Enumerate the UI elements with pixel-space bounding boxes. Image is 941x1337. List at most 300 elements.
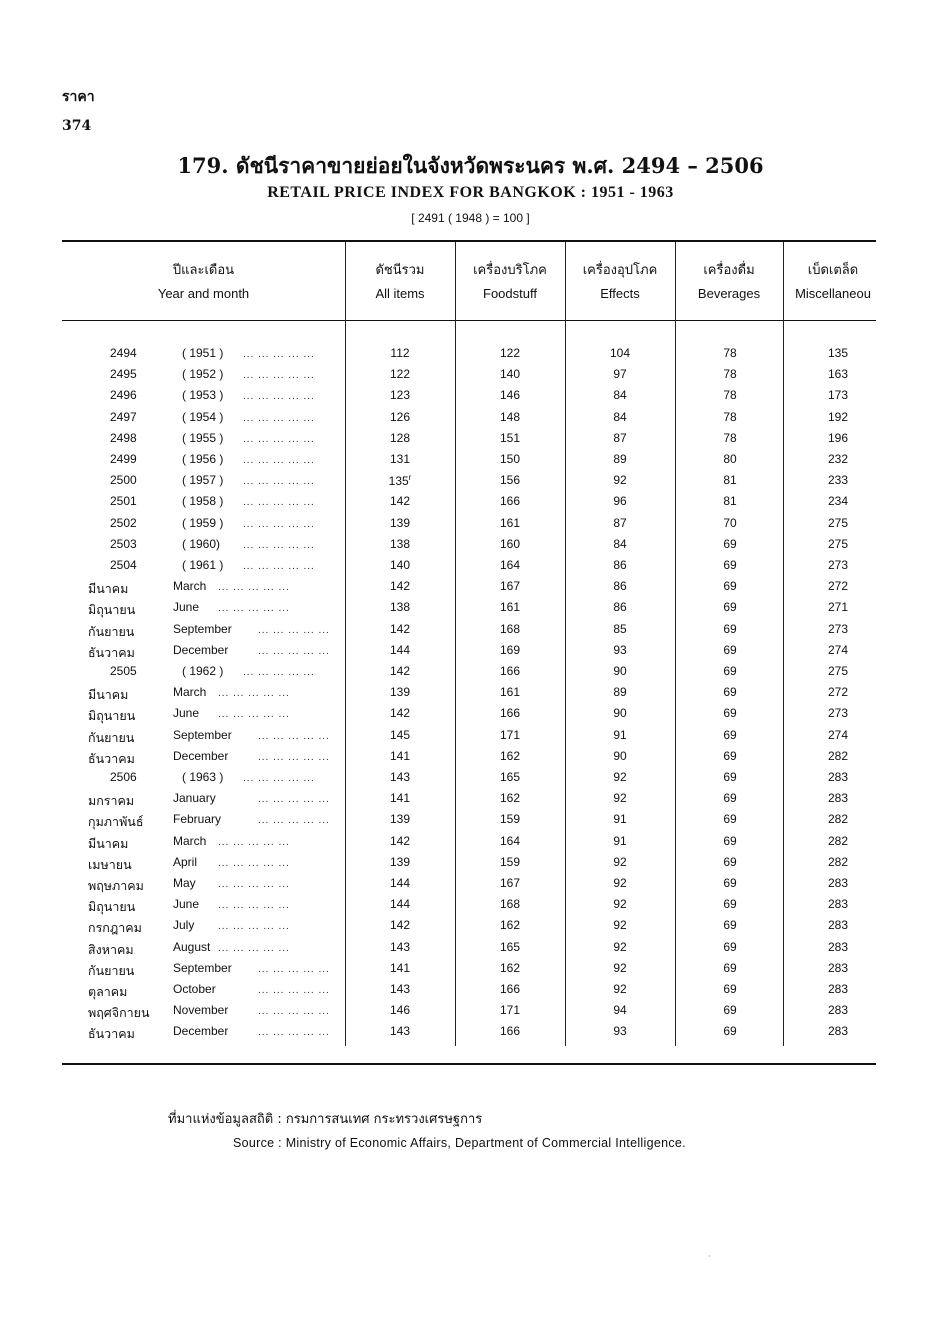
table-bottom-rule (62, 1063, 876, 1065)
dot-leader: ... ... ... ... ... (218, 688, 290, 700)
value-miscellaneous: 282 (827, 748, 849, 763)
year-gregorian: ( 1961 ) (182, 558, 224, 572)
value-foodstuff: 162 (499, 918, 521, 933)
value-all-items: 140 (389, 558, 411, 572)
value-beverages: 69 (723, 621, 737, 636)
value-beverages: 69 (723, 1003, 737, 1018)
column-header-effects (565, 258, 675, 306)
month-thai: ธันวาคม (88, 645, 135, 660)
value-effects: 91 (613, 727, 627, 742)
table-row (0, 470, 941, 491)
value-beverages: 81 (723, 473, 737, 488)
table-row (0, 915, 941, 936)
value-beverages: 69 (723, 706, 737, 721)
table-row (0, 661, 941, 682)
value-miscellaneous: 273 (827, 558, 849, 572)
value-miscellaneous: 232 (827, 452, 849, 466)
year-gregorian: ( 1951 ) (182, 346, 224, 360)
year-buddhist: 2495 (110, 367, 137, 382)
value-all-items: 138 (389, 536, 411, 551)
year-buddhist: 2498 (110, 430, 137, 445)
value-miscellaneous: 135 (827, 346, 849, 360)
value-effects: 92 (613, 918, 627, 933)
year-gregorian: ( 1952 ) (182, 367, 224, 382)
dot-leader: ... ... ... ... ... (243, 455, 315, 466)
dot-leader: ... ... ... ... ... (258, 624, 330, 636)
value-beverages: 69 (723, 664, 737, 678)
value-all-items: 143 (389, 770, 411, 784)
header-bottom-rule (62, 320, 876, 321)
table-row (0, 619, 941, 640)
value-beverages: 69 (723, 918, 737, 933)
value-beverages: 69 (723, 770, 737, 784)
dot-leader: ... ... ... ... ... (243, 370, 315, 382)
month-thai: มีนาคม (88, 836, 129, 851)
table-row (0, 767, 941, 788)
revised-note: r (408, 473, 412, 483)
month-english: December (173, 748, 229, 763)
value-beverages: 69 (723, 727, 737, 742)
month-thai: กันยายน (88, 963, 135, 978)
year-gregorian: ( 1953 ) (182, 388, 224, 403)
value-effects: 89 (613, 452, 627, 466)
dot-leader: ... ... ... ... ... (218, 603, 290, 615)
month-english: March (173, 579, 207, 594)
dot-leader: ... ... ... ... ... (243, 539, 315, 551)
dot-leader: ... ... ... ... ... (243, 349, 315, 360)
value-foodstuff: 159 (499, 854, 521, 869)
value-miscellaneous: 274 (827, 727, 849, 742)
value-foodstuff: 168 (499, 621, 521, 636)
section-label: ราคา (62, 89, 95, 105)
value-beverages: 78 (723, 367, 737, 382)
value-miscellaneous: 283 (827, 770, 849, 784)
value-miscellaneous: 192 (827, 409, 849, 424)
value-miscellaneous: 283 (827, 918, 849, 933)
table-row (0, 343, 941, 364)
month-english: June (173, 600, 200, 615)
table-row (0, 385, 941, 406)
table-row (0, 597, 941, 618)
column-header-miscellaneous (783, 258, 883, 306)
table-row (0, 513, 941, 534)
year-buddhist: 2499 (110, 452, 137, 466)
value-beverages: 69 (723, 558, 737, 572)
dot-leader: ... ... ... ... ... (258, 1006, 330, 1018)
value-miscellaneous: 283 (827, 1024, 849, 1039)
month-thai: กันยายน (88, 624, 135, 639)
value-miscellaneous: 283 (827, 939, 849, 954)
value-miscellaneous: 273 (827, 706, 849, 721)
year-gregorian: ( 1954 ) (182, 409, 224, 424)
value-miscellaneous: 196 (827, 430, 849, 445)
table-row (0, 937, 941, 958)
table-row (0, 555, 941, 576)
month-thai: พฤษภาคม (88, 879, 144, 893)
value-effects: 92 (613, 982, 627, 996)
year-buddhist: 2506 (110, 770, 137, 784)
table-row (0, 831, 941, 852)
value-all-items: 142 (389, 918, 411, 933)
value-foodstuff: 164 (499, 558, 521, 572)
dot-leader: ... ... ... ... ... (218, 942, 290, 954)
value-effects: 84 (613, 409, 627, 424)
dot-leader: ... ... ... ... ... (218, 879, 290, 890)
value-all-items: 142 (389, 706, 411, 721)
stray-mark: · (708, 1252, 711, 1261)
table-row (0, 1021, 941, 1042)
value-all-items: 144 (389, 876, 411, 890)
column-header-english: Miscellaneou (795, 286, 871, 301)
year-gregorian: ( 1958 ) (182, 494, 224, 509)
value-all-items: 143 (389, 1024, 411, 1039)
value-beverages: 78 (723, 430, 737, 445)
table-row (0, 428, 941, 449)
year-buddhist: 2504 (110, 558, 137, 572)
value-effects: 97 (613, 367, 627, 382)
value-foodstuff: 161 (499, 685, 521, 700)
value-miscellaneous: 173 (827, 388, 849, 403)
value-miscellaneous: 283 (827, 791, 849, 806)
month-thai: มีนาคม (88, 688, 129, 703)
table-row (0, 788, 941, 809)
value-all-items: 143 (389, 982, 411, 996)
value-miscellaneous: 233 (827, 473, 849, 488)
month-english: June (173, 897, 200, 912)
table-row (0, 364, 941, 385)
table-row (0, 809, 941, 830)
dot-leader: ... ... ... ... ... (243, 433, 315, 445)
value-foodstuff: 171 (499, 1003, 521, 1018)
value-all-items: 123 (389, 388, 411, 403)
month-english: September (173, 727, 232, 742)
value-effects: 92 (613, 960, 627, 975)
value-foodstuff: 164 (499, 833, 521, 848)
column-header-beverages (675, 258, 783, 306)
dot-leader: ... ... ... ... ... (258, 985, 330, 996)
value-effects: 91 (613, 833, 627, 848)
table-row (0, 894, 941, 915)
value-foodstuff: 166 (499, 664, 521, 678)
table-row (0, 534, 941, 555)
value-foodstuff: 169 (499, 642, 521, 657)
source-note-english: Source : Ministry of Economic Affairs, Department of Commercial Intelligence. (233, 1136, 686, 1150)
value-beverages: 69 (723, 982, 737, 996)
month-english: July (173, 918, 195, 933)
year-buddhist: 2496 (110, 388, 137, 403)
value-effects: 94 (613, 1003, 627, 1018)
column-header-english: Foodstuff (483, 286, 537, 301)
month-thai: กรกฎาคม (88, 921, 142, 936)
month-english: January (173, 791, 216, 806)
table-row (0, 746, 941, 767)
table-row (0, 852, 941, 873)
table-row (0, 407, 941, 428)
column-header-english: Year and month (157, 286, 250, 301)
value-foodstuff: 162 (499, 791, 521, 806)
value-miscellaneous: 283 (827, 960, 849, 975)
value-miscellaneous: 282 (827, 833, 849, 848)
value-effects: 84 (613, 388, 627, 403)
month-thai: กันยายน (88, 730, 135, 745)
column-header-thai: เบ็ดเตล็ด (807, 262, 859, 277)
value-all-items: 141 (389, 748, 411, 763)
value-foodstuff: 148 (499, 409, 521, 424)
dot-leader: ... ... ... ... ... (218, 836, 290, 848)
value-foodstuff: 167 (499, 579, 521, 594)
value-miscellaneous: 282 (827, 812, 849, 827)
value-all-items: 142 (389, 664, 411, 678)
value-beverages: 69 (723, 536, 737, 551)
value-all-items: 144 (389, 897, 411, 912)
year-buddhist: 2503 (110, 536, 137, 551)
value-effects: 92 (613, 473, 627, 488)
month-thai: มีนาคม (88, 582, 129, 597)
year-gregorian: ( 1956 ) (182, 452, 224, 466)
month-thai: กุมภาพันธ์ (88, 815, 144, 830)
month-thai: มิถุนายน (88, 709, 136, 724)
value-miscellaneous: 282 (827, 854, 849, 869)
value-beverages: 78 (723, 409, 737, 424)
value-miscellaneous: 274 (827, 642, 849, 657)
table-row (0, 1000, 941, 1021)
month-thai: มกราคม (88, 794, 135, 809)
year-gregorian: ( 1957 ) (182, 473, 224, 488)
value-foodstuff: 146 (499, 388, 521, 403)
month-english: April (173, 854, 198, 869)
value-beverages: 69 (723, 600, 737, 615)
page-number: 374 (62, 118, 92, 134)
value-beverages: 69 (723, 939, 737, 954)
value-all-items: 138 (389, 600, 411, 615)
month-thai: มิถุนายน (88, 900, 136, 915)
table-row (0, 640, 941, 661)
value-effects: 87 (613, 515, 627, 530)
column-header-english: Effects (600, 286, 640, 301)
dot-leader: ... ... ... ... ... (243, 518, 315, 530)
dot-leader: ... ... ... ... ... (258, 1027, 330, 1039)
value-foodstuff: 160 (499, 536, 521, 551)
value-foodstuff: 162 (499, 748, 521, 763)
value-foodstuff: 161 (499, 600, 521, 615)
month-thai: ธันวาคม (88, 751, 135, 766)
year-buddhist: 2500 (110, 473, 137, 488)
value-all-items: 142 (389, 579, 411, 594)
value-foodstuff: 151 (499, 430, 521, 445)
dot-leader: ... ... ... ... ... (258, 815, 330, 827)
value-all-items: 131 (389, 452, 411, 466)
table-title-english: RETAIL PRICE INDEX FOR BANGKOK : 1951 - 1963 (267, 184, 674, 201)
value-effects: 92 (613, 876, 627, 890)
value-effects: 91 (613, 812, 627, 827)
dot-leader: ... ... ... ... ... (218, 900, 290, 912)
value-effects: 85 (613, 621, 627, 636)
value-beverages: 81 (723, 494, 737, 509)
dot-leader: ... ... ... ... ... (243, 391, 315, 403)
column-header-thai: เครื่องดื่ม (703, 262, 755, 277)
month-english: February (173, 812, 222, 827)
value-miscellaneous: 234 (827, 494, 849, 509)
month-english: August (173, 939, 211, 954)
dot-leader: ... ... ... ... ... (258, 730, 330, 742)
year-gregorian: ( 1955 ) (182, 430, 224, 445)
value-effects: 90 (613, 706, 627, 721)
month-english: September (173, 960, 232, 975)
month-english: May (173, 876, 196, 890)
dot-leader: ... ... ... ... ... (258, 794, 330, 806)
value-foodstuff: 166 (499, 982, 521, 996)
value-beverages: 69 (723, 833, 737, 848)
dot-leader: ... ... ... ... ... (218, 921, 290, 933)
column-header-year-month (62, 258, 345, 306)
column-header-english: Beverages (697, 286, 761, 301)
value-effects: 96 (613, 494, 627, 509)
value-foodstuff: 140 (499, 367, 521, 382)
value-effects: 89 (613, 685, 627, 700)
value-foodstuff: 161 (499, 515, 521, 530)
value-foodstuff: 156 (499, 473, 521, 488)
dot-leader: ... ... ... ... ... (258, 645, 330, 657)
value-beverages: 69 (723, 854, 737, 869)
value-effects: 86 (613, 579, 627, 594)
dot-leader: ... ... ... ... ... (218, 857, 290, 869)
year-gregorian: ( 1960) (182, 536, 221, 551)
month-thai: ธันวาคม (88, 1027, 135, 1042)
dot-leader: ... ... ... ... ... (243, 497, 315, 509)
value-all-items: 142 (389, 833, 411, 848)
value-miscellaneous: 283 (827, 876, 849, 890)
month-english: December (173, 1024, 229, 1039)
value-beverages: 69 (723, 1024, 737, 1039)
year-buddhist: 2494 (110, 346, 137, 360)
year-buddhist: 2501 (110, 494, 137, 509)
value-effects: 90 (613, 748, 627, 763)
value-foodstuff: 166 (499, 494, 521, 509)
dot-leader: ... ... ... ... ... (218, 709, 290, 721)
value-all-items: 128 (389, 430, 411, 445)
value-beverages: 69 (723, 791, 737, 806)
column-header-thai: เครื่องอุปโภค (582, 262, 658, 277)
value-effects: 84 (613, 536, 627, 551)
value-all-items: 146 (389, 1003, 411, 1018)
value-miscellaneous: 283 (827, 1003, 849, 1018)
base-year-note: [ 2491 ( 1948 ) = 100 ] (411, 211, 530, 225)
value-all-items: 142 (389, 621, 411, 636)
value-miscellaneous: 272 (827, 579, 849, 594)
value-effects: 104 (609, 346, 631, 360)
year-gregorian: ( 1963 ) (182, 770, 224, 784)
value-beverages: 69 (723, 748, 737, 763)
value-all-items: 139 (389, 515, 411, 530)
value-all-items: 145 (389, 727, 411, 742)
value-foodstuff: 171 (499, 727, 521, 742)
value-foodstuff: 150 (499, 452, 521, 466)
value-foodstuff: 166 (499, 1024, 521, 1039)
value-all-items: 139 (389, 812, 411, 827)
table-row (0, 725, 941, 746)
value-effects: 92 (613, 939, 627, 954)
table-row (0, 979, 941, 1000)
value-miscellaneous: 275 (827, 664, 849, 678)
value-all-items: 139 (389, 854, 411, 869)
value-beverages: 78 (723, 346, 737, 360)
table-row (0, 703, 941, 724)
value-effects: 86 (613, 600, 627, 615)
table-row (0, 682, 941, 703)
value-miscellaneous: 283 (827, 982, 849, 996)
column-header-thai: เครื่องบริโภค (473, 262, 547, 277)
value-miscellaneous: 283 (827, 897, 849, 912)
value-beverages: 69 (723, 685, 737, 700)
value-beverages: 69 (723, 876, 737, 890)
value-effects: 92 (613, 854, 627, 869)
value-foodstuff: 167 (499, 876, 521, 890)
year-buddhist: 2497 (110, 409, 137, 424)
value-all-items: 126 (389, 409, 411, 424)
dot-leader: ... ... ... ... ... (243, 412, 315, 424)
table-row (0, 958, 941, 979)
dot-leader: ... ... ... ... ... (258, 751, 330, 763)
value-foodstuff: 166 (499, 706, 521, 721)
value-beverages: 70 (723, 515, 737, 530)
column-header-english: All items (375, 286, 425, 301)
month-thai: พฤศจิกายน (88, 1006, 150, 1021)
table-title-thai: 179. ดัชนีราคาขายย่อยในจังหวัดพระนคร พ.ศ. 2494 – 2506 (177, 153, 764, 178)
year-buddhist: 2502 (110, 515, 137, 530)
value-effects: 92 (613, 791, 627, 806)
month-thai: เมษายน (88, 857, 132, 872)
value-all-items: 139 (389, 685, 411, 700)
value-miscellaneous: 275 (827, 515, 849, 530)
dot-leader: ... ... ... ... ... (258, 963, 330, 975)
month-english: September (173, 621, 232, 636)
value-miscellaneous: 271 (827, 600, 849, 615)
value-effects: 92 (613, 770, 627, 784)
value-miscellaneous: 163 (827, 367, 849, 382)
dot-leader: ... ... ... ... ... (243, 561, 315, 572)
value-effects: 93 (613, 642, 627, 657)
month-thai: มิถุนายน (88, 603, 136, 618)
value-effects: 90 (613, 664, 627, 678)
value-all-items: 141 (389, 960, 411, 975)
value-all-items: 141 (389, 791, 411, 806)
value-beverages: 69 (723, 960, 737, 975)
value-beverages: 69 (723, 897, 737, 912)
value-foodstuff: 159 (499, 812, 521, 827)
value-all-items: 135$^r$ (388, 473, 412, 489)
value-foodstuff: 165 (499, 770, 521, 784)
value-miscellaneous: 273 (827, 621, 849, 636)
month-english: December (173, 642, 229, 657)
value-miscellaneous: 275 (827, 536, 849, 551)
value-beverages: 69 (723, 579, 737, 594)
value-foodstuff: 162 (499, 960, 521, 975)
table-row (0, 576, 941, 597)
value-all-items: 144 (389, 642, 411, 657)
source-note-thai: ที่มาแห่งข้อมูลสถิติ : กรมการสนเทศ กระทรวงเศรษฐการ (168, 1112, 483, 1127)
column-header-foodstuff (455, 258, 565, 306)
column-header-all-items (345, 258, 455, 306)
value-beverages: 80 (723, 452, 737, 466)
month-english: March (173, 833, 207, 848)
value-beverages: 78 (723, 388, 737, 403)
value-effects: 86 (613, 558, 627, 572)
value-all-items: 143 (389, 939, 411, 954)
dot-leader: ... ... ... ... ... (218, 582, 290, 594)
month-thai: ตุลาคม (88, 985, 128, 999)
month-english: June (173, 706, 200, 721)
dot-leader: ... ... ... ... ... (243, 667, 315, 678)
